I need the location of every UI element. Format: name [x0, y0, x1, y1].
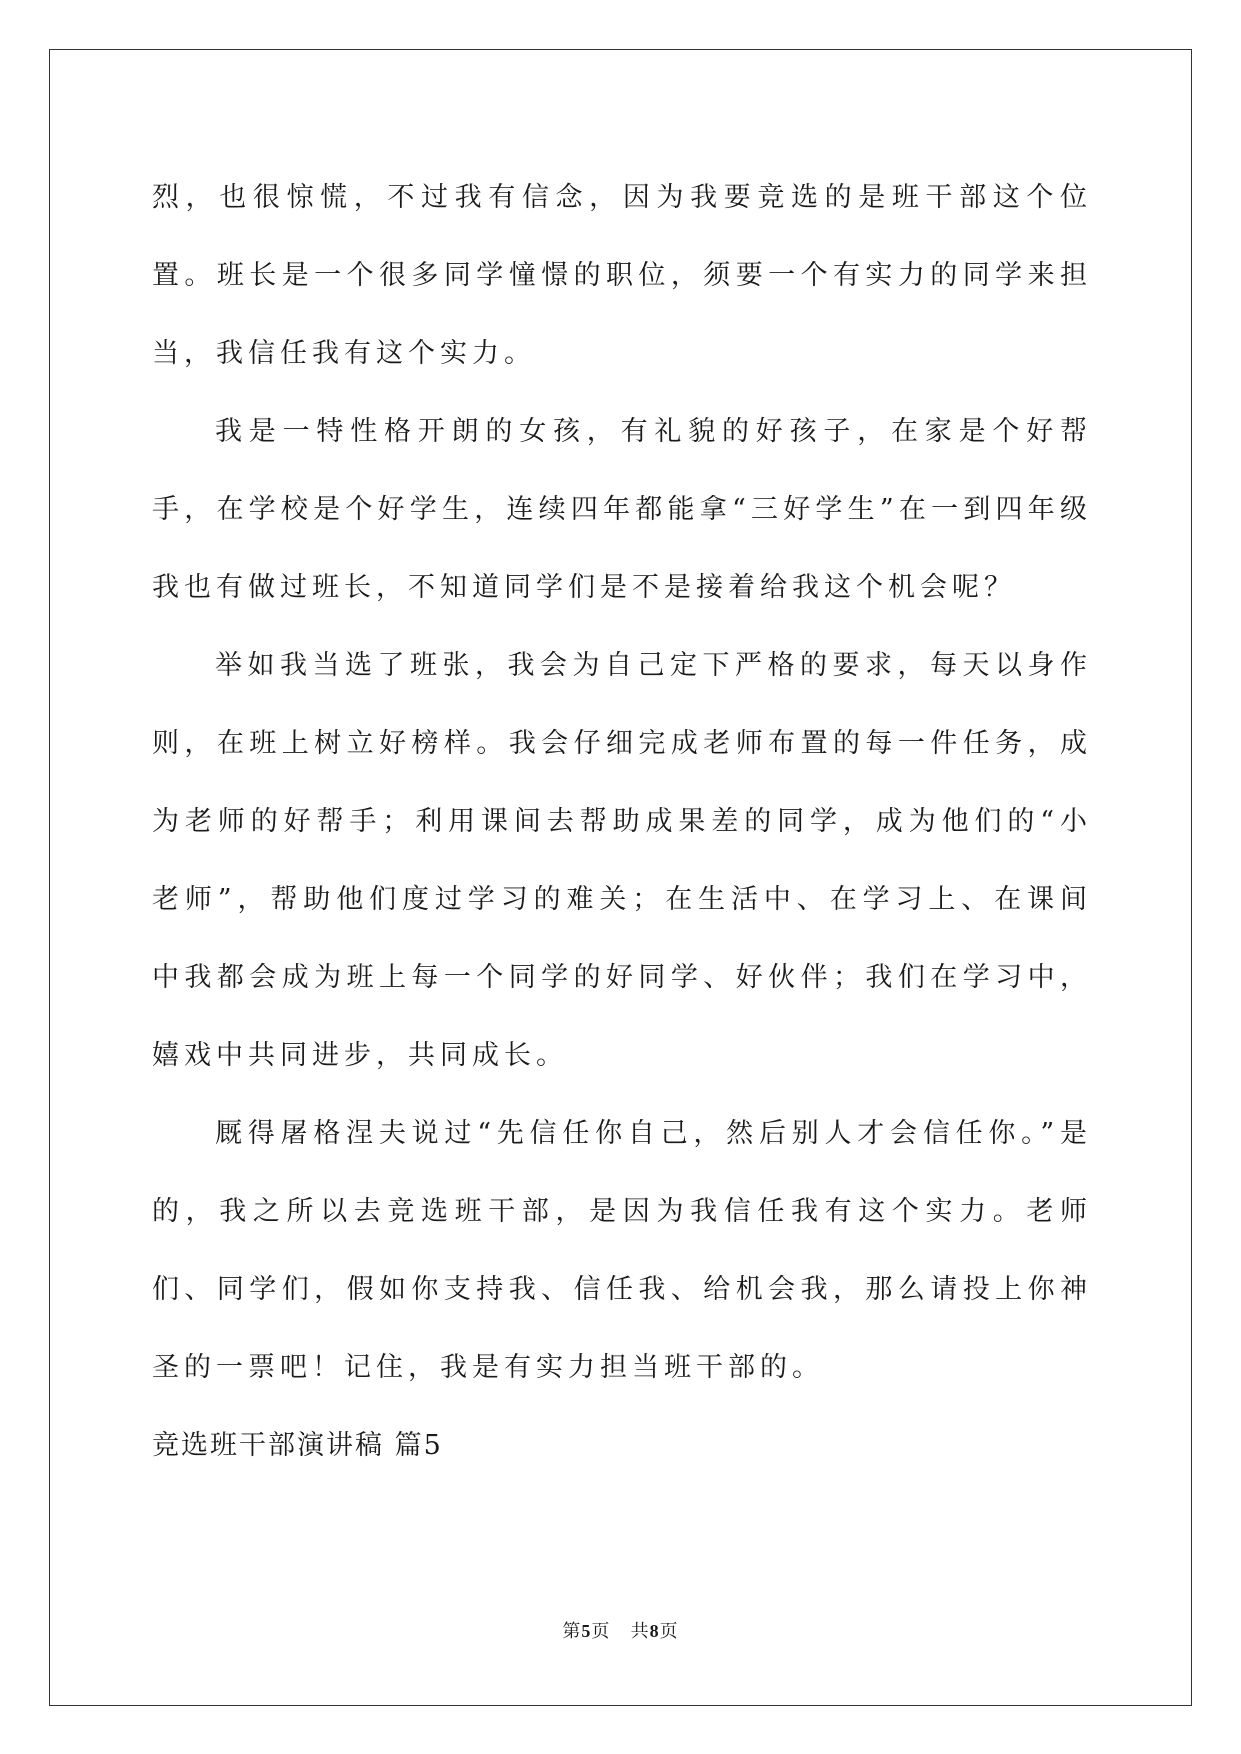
paragraph-1: 烈，也很惊慌，不过我有信念，因为我要竞选的是班干部这个位置。班长是一个很多同学憧憬的职位，须要一个有实力的同学来担当，我信任我有这个实力。 — [152, 182, 1092, 369]
total-suffix: 页 — [659, 1621, 679, 1642]
document-body — [152, 159, 1092, 1485]
page-footer — [0, 1617, 1241, 1643]
page-prefix: 第 — [562, 1621, 582, 1642]
paragraph-3: 举如我当选了班张，我会为自己定下严格的要求，每天以身作则，在班上树立好榜样。我会仔细完成老师布置的每一件任务，成为老师的好帮手；利用课间去帮助成果差的同学，成为他们的“小老师”，帮助他们度过学习的难关；在生活中、在学习上、在课间中我都会成为班上每一个同学的好同学、好伙伴；我们在学习中，嬉戏中共同进步，共同成长。 — [152, 650, 1092, 1071]
paragraph-2: 我是一特性格开朗的女孩，有礼貌的好孩子，在家是个好帮手，在学校是个好学生，连续四年都能拿“三好学生”在一到四年级我也有做过班长，不知道同学们是不是接着给我这个机会呢？ — [152, 416, 1092, 603]
total-prefix: 共 — [630, 1621, 650, 1642]
total-pages: 8 — [649, 1621, 660, 1641]
page-suffix: 页 — [591, 1621, 611, 1642]
section-heading: 竞选班干部演讲稿 篇5 — [152, 1430, 443, 1461]
page-number: 5 — [581, 1621, 592, 1641]
paragraph-4: 厩得屠格涅夫说过“先信任你自己，然后别人才会信任你。”是的，我之所以去竞选班干部，是因为我信任我有这个实力。老师们、同学们，假如你支持我、信任我、给机会我，那么请投上你神圣的一票吧！记住，我是有实力担当班干部的。 — [152, 1118, 1092, 1383]
